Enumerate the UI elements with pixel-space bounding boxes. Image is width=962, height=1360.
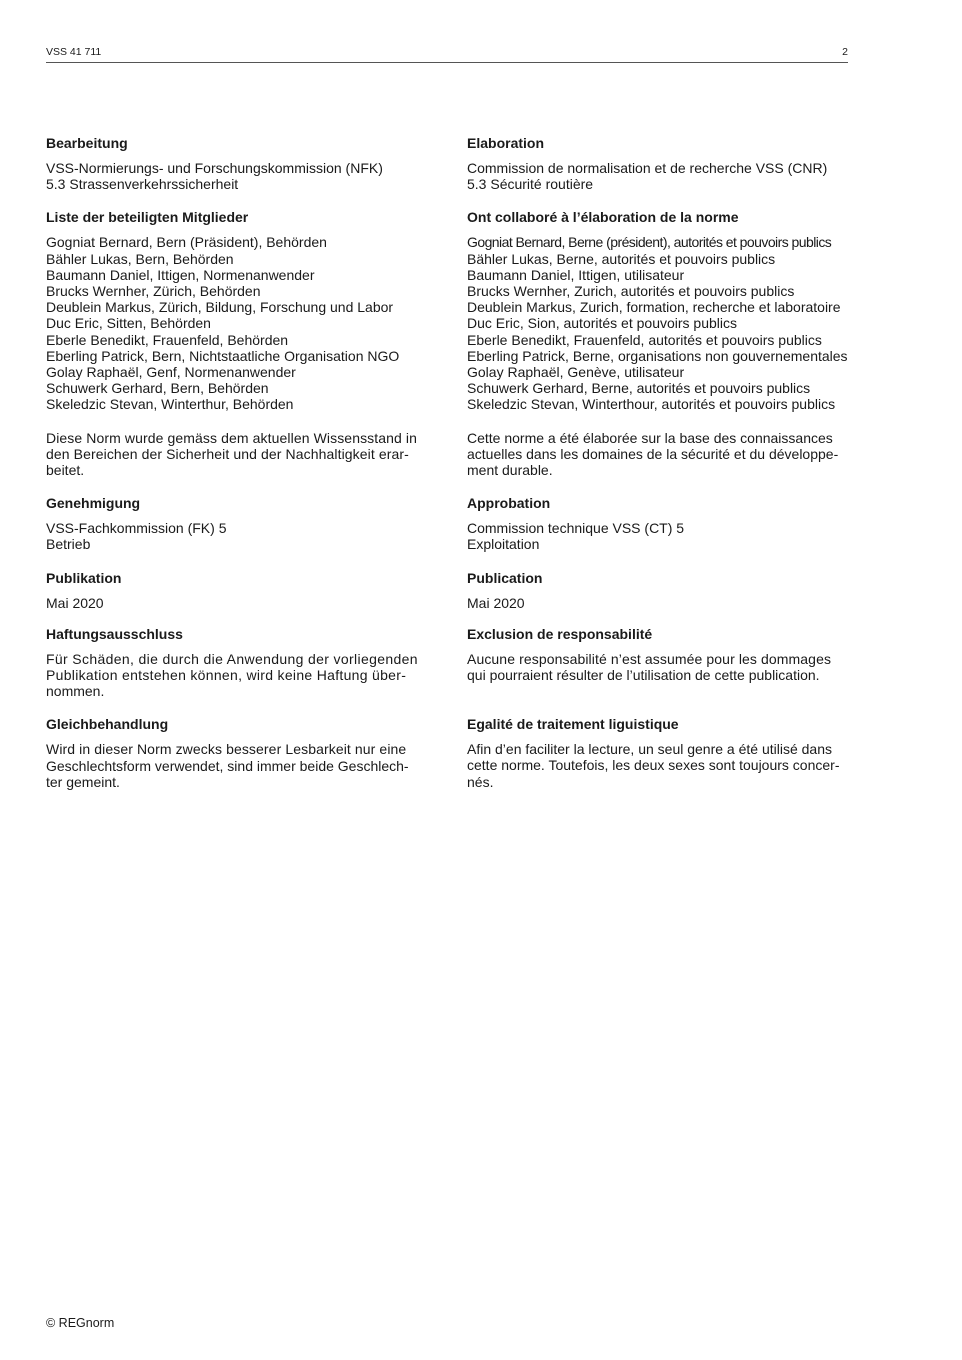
- text-line: ter gemeint.: [46, 773, 120, 790]
- section-haftung: [46, 625, 428, 700]
- section-heading: Bearbeitung: [46, 135, 128, 151]
- text-line: Aucune responsabilité n’est assumée pour les dommages: [467, 650, 832, 667]
- page-number: 2: [842, 46, 848, 58]
- section-egalite: [467, 715, 849, 790]
- section-members: [467, 208, 849, 412]
- member-line: Brucks Wernher, Zurich, autorités et pouvoirs publics: [467, 283, 795, 300]
- text-line: Geschlechtsform verwendet, sind immer beide Geschlech-: [46, 757, 409, 774]
- section-heading: Elaboration: [467, 135, 545, 151]
- text-line: Afin d’en faciliter la lecture, un seul genre a été utilisé dans: [467, 741, 832, 758]
- section-heading: Haftungsausschluss: [46, 625, 183, 642]
- publication-date: Mai 2020: [46, 594, 104, 611]
- text-line: Exploitation: [467, 536, 540, 553]
- member-line: Deublein Markus, Zürich, Bildung, Forschung und Labor: [46, 299, 394, 316]
- text-line: Betrieb: [46, 536, 91, 553]
- text-line: 5.3 Sécurité routière: [467, 176, 594, 193]
- page-header: [46, 44, 848, 63]
- text-line: Für Schäden, die durch die Anwendung der vorliegenden: [46, 650, 418, 667]
- member-line: Duc Eric, Sitten, Behörden: [46, 315, 211, 332]
- text-line: Diese Norm wurde gemäss dem aktuellen Wissensstand in: [46, 429, 418, 446]
- text-line: 5.3 Strassenverkehrssicherheit: [46, 176, 239, 193]
- text-line: Wird in dieser Norm zwecks besserer Lesbarkeit nur eine: [46, 741, 407, 758]
- section-heading: Publication: [467, 569, 543, 586]
- section-heading: Ont collaboré à l’élaboration de la norme: [467, 209, 739, 226]
- member-line: Brucks Wernher, Zürich, Behörden: [46, 283, 261, 300]
- section-genehmigung: [46, 494, 428, 552]
- text-line: VSS-Normierungs- und Forschungskommission (NFK): [46, 160, 383, 176]
- section-bearbeitung: [46, 134, 428, 192]
- text-line: nés.: [467, 773, 494, 790]
- member-line: Schuwerk Gerhard, Berne, autorités et pouvoirs publics: [467, 380, 811, 397]
- section-heading: Approbation: [467, 495, 551, 512]
- text-line: VSS-Fachkommission (FK) 5: [46, 520, 227, 537]
- member-line: Skeledzic Stevan, Winterthour, autorités et pouvoirs publics: [467, 396, 836, 413]
- document-id: VSS 41 711: [46, 46, 102, 58]
- section-heading: Genehmigung: [46, 495, 141, 512]
- member-line: Baumann Daniel, Ittigen, Normenanwender: [46, 266, 315, 283]
- text-line: beitet.: [46, 462, 85, 479]
- member-line: Golay Raphaël, Genève, utilisateur: [467, 364, 685, 381]
- member-line: Skeledzic Stevan, Winterthur, Behörden: [46, 396, 294, 413]
- text-line: qui pourraient résulter de l’utilisation de cette publication.: [467, 667, 820, 684]
- member-line: Gogniat Bernard, Bern (Präsident), Behörden: [46, 234, 327, 251]
- member-line: Golay Raphaël, Genf, Normenanwender: [46, 364, 296, 381]
- section-approbation: [467, 494, 849, 552]
- text-line: Commission technique VSS (CT) 5: [467, 520, 685, 537]
- member-line: Eberle Benedikt, Frauenfeld, Behörden: [46, 331, 289, 348]
- text-line: Commission de normalisation et de recherche VSS (CNR): [467, 160, 828, 176]
- section-publikation: [46, 569, 428, 611]
- text-line: nommen.: [46, 683, 105, 700]
- member-line: Eberle Benedikt, Frauenfeld, autorités et pouvoirs publics: [467, 331, 822, 348]
- section-heading: Liste der beteiligten Mitglieder: [46, 209, 249, 226]
- section-heading: Publikation: [46, 569, 122, 586]
- member-line: Eberling Patrick, Bern, Nichtstaatliche Organisation NGO: [46, 347, 400, 364]
- german-column: [46, 134, 428, 806]
- text-line: Cette norme a été élaborée sur la base des connaissances: [467, 429, 833, 446]
- section-exclusion: [467, 625, 849, 683]
- french-column: [467, 134, 849, 806]
- text-line: cette norme. Toutefois, les deux sexes sont toujours concer-: [467, 757, 840, 774]
- section-heading: Exclusion de responsabilité: [467, 625, 653, 642]
- section-publication: [467, 569, 849, 611]
- text-line: ment durable.: [467, 462, 553, 479]
- copyright-footer: © REGnorm: [46, 1316, 115, 1330]
- section-statement: [467, 430, 849, 479]
- publication-date: Mai 2020: [467, 594, 525, 611]
- section-elaboration: [467, 134, 849, 192]
- member-line: Duc Eric, Sion, autorités et pouvoirs publics: [467, 315, 738, 332]
- member-line: Deublein Markus, Zurich, formation, recherche et laboratoire: [467, 299, 841, 316]
- section-members: [46, 208, 428, 412]
- member-line: Bähler Lukas, Berne, autorités et pouvoirs publics: [467, 250, 776, 267]
- section-gleichbehandlung: [46, 715, 428, 790]
- section-heading: Egalité de traitement liguistique: [467, 716, 679, 733]
- member-line: Baumann Daniel, Ittigen, utilisateur: [467, 266, 685, 283]
- text-line: den Bereichen der Sicherheit und der Nachhaltigkeit erar-: [46, 445, 409, 462]
- text-line: Publikation entstehen können, wird keine Haftung über-: [46, 667, 407, 684]
- member-line: Gogniat Bernard, Berne (président), autorités et pouvoirs publics: [467, 234, 832, 251]
- member-line: Eberling Patrick, Berne, organisations non gouvernementales: [467, 347, 848, 364]
- text-line: actuelles dans les domaines de la sécurité et du développe-: [467, 445, 839, 462]
- section-statement: [46, 430, 428, 479]
- member-line: Bähler Lukas, Bern, Behörden: [46, 250, 234, 267]
- member-line: Schuwerk Gerhard, Bern, Behörden: [46, 380, 269, 397]
- section-heading: Gleichbehandlung: [46, 716, 169, 733]
